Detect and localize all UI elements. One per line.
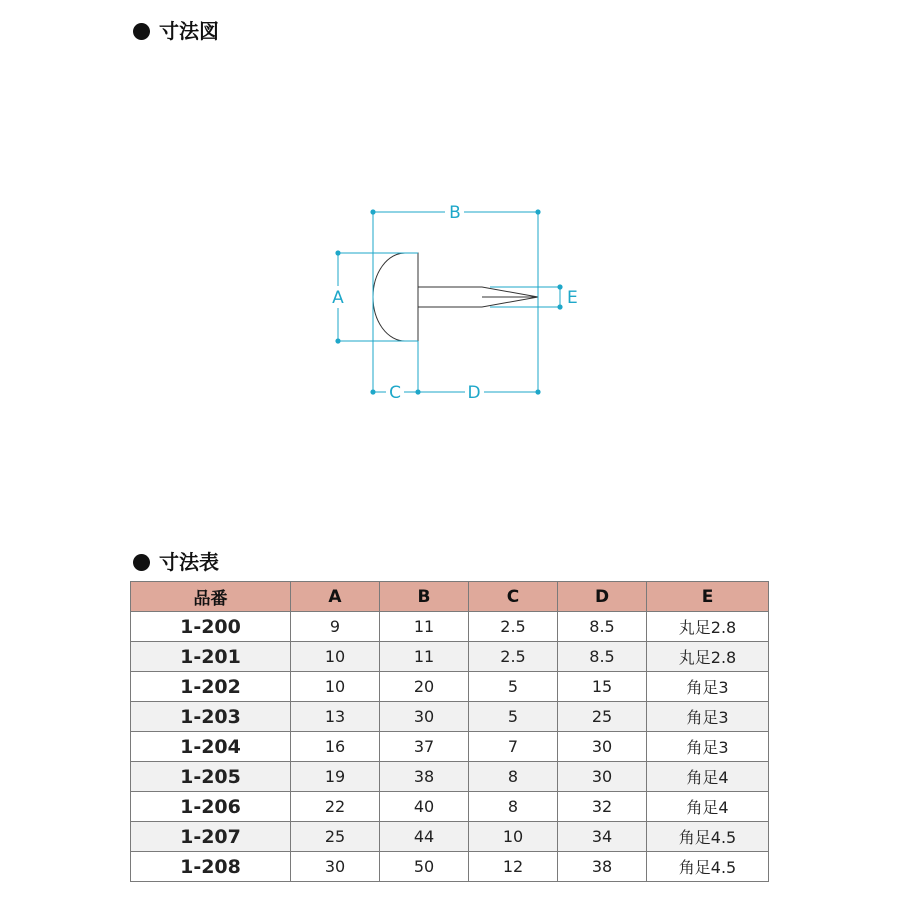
dim-label-b: B: [449, 203, 461, 223]
table-row: [131, 852, 769, 882]
column-header-b: B: [380, 582, 469, 612]
column-header-d: D: [558, 582, 647, 612]
nail-head: [373, 253, 418, 341]
table-row: [131, 732, 769, 762]
cell-a: 10: [291, 672, 380, 702]
cell-d: 34: [558, 822, 647, 852]
cell-e: 丸足2.8: [647, 612, 769, 642]
cell-e: 角足4: [647, 762, 769, 792]
dim-label-c: C: [389, 383, 401, 403]
cell-b: 44: [380, 822, 469, 852]
cell-part-number: 1-201: [131, 642, 291, 672]
cell-c: 10: [469, 822, 558, 852]
cell-d: 38: [558, 852, 647, 882]
bullet-icon: [133, 554, 150, 571]
cell-a: 9: [291, 612, 380, 642]
cell-a: 13: [291, 702, 380, 732]
section-title: 寸法図: [159, 19, 219, 43]
cell-a: 19: [291, 762, 380, 792]
cell-b: 50: [380, 852, 469, 882]
section-title: 寸法表: [159, 550, 219, 574]
column-header-a: A: [291, 582, 380, 612]
table-header-row: [131, 582, 769, 612]
section-heading-table: [133, 552, 219, 572]
table-row: [131, 642, 769, 672]
cell-part-number: 1-205: [131, 762, 291, 792]
cell-d: 30: [558, 732, 647, 762]
cell-part-number: 1-204: [131, 732, 291, 762]
cell-e: 角足4.5: [647, 852, 769, 882]
cell-d: 15: [558, 672, 647, 702]
column-header-e: E: [647, 582, 769, 612]
cell-part-number: 1-208: [131, 852, 291, 882]
cell-c: 5: [469, 702, 558, 732]
cell-e: 角足4: [647, 792, 769, 822]
cell-part-number: 1-200: [131, 612, 291, 642]
cell-e: 角足3: [647, 672, 769, 702]
cell-c: 8: [469, 762, 558, 792]
table-row: [131, 672, 769, 702]
dimension-table: [130, 581, 769, 882]
cell-e: 角足3: [647, 732, 769, 762]
dim-label-a: A: [332, 288, 344, 308]
cell-b: 40: [380, 792, 469, 822]
cell-a: 16: [291, 732, 380, 762]
cell-c: 2.5: [469, 642, 558, 672]
column-header-part-number: 品番: [131, 582, 291, 612]
dimension-dots: [335, 209, 562, 394]
table-row: [131, 822, 769, 852]
cell-e: 角足3: [647, 702, 769, 732]
table-row: [131, 792, 769, 822]
dimension-lines: [338, 212, 560, 392]
cell-part-number: 1-207: [131, 822, 291, 852]
nail-drawing: [373, 253, 538, 341]
cell-b: 30: [380, 702, 469, 732]
cell-e: 角足4.5: [647, 822, 769, 852]
cell-c: 5: [469, 672, 558, 702]
cell-b: 11: [380, 642, 469, 672]
cell-b: 37: [380, 732, 469, 762]
dim-label-e: E: [567, 288, 578, 308]
cell-d: 32: [558, 792, 647, 822]
cell-part-number: 1-206: [131, 792, 291, 822]
cell-d: 8.5: [558, 612, 647, 642]
cell-d: 8.5: [558, 642, 647, 672]
column-header-c: C: [469, 582, 558, 612]
cell-a: 30: [291, 852, 380, 882]
dim-label-d: D: [467, 383, 481, 403]
cell-b: 38: [380, 762, 469, 792]
cell-c: 2.5: [469, 612, 558, 642]
cell-part-number: 1-203: [131, 702, 291, 732]
table-row: [131, 612, 769, 642]
table-row: [131, 702, 769, 732]
table-row: [131, 762, 769, 792]
cell-a: 10: [291, 642, 380, 672]
cell-e: 丸足2.8: [647, 642, 769, 672]
cell-c: 8: [469, 792, 558, 822]
cell-a: 25: [291, 822, 380, 852]
cell-b: 20: [380, 672, 469, 702]
cell-c: 7: [469, 732, 558, 762]
cell-part-number: 1-202: [131, 672, 291, 702]
cell-a: 22: [291, 792, 380, 822]
cell-d: 25: [558, 702, 647, 732]
cell-d: 30: [558, 762, 647, 792]
cell-c: 12: [469, 852, 558, 882]
cell-b: 11: [380, 612, 469, 642]
